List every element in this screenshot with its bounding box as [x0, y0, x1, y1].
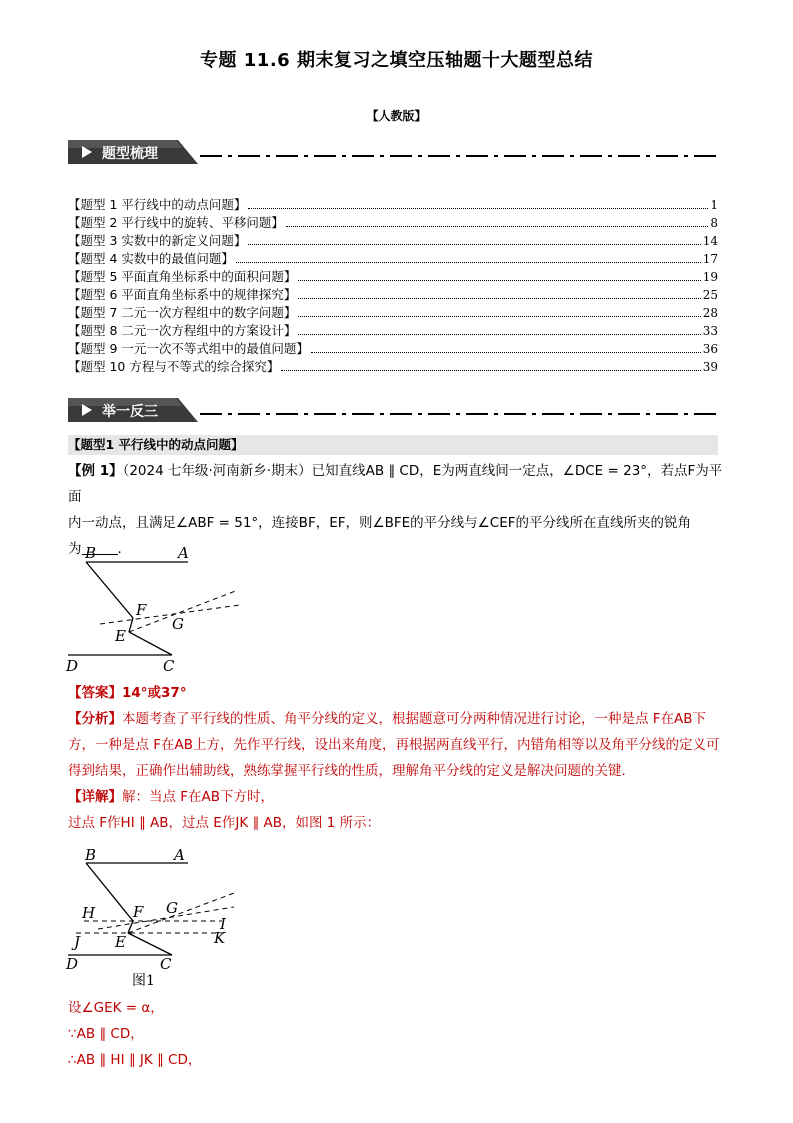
toc-leader-dots — [281, 370, 700, 371]
label-i: I — [220, 915, 226, 933]
label-j: J — [74, 933, 81, 951]
edition-label: 【人教版】 — [366, 109, 427, 123]
toc-entry-label: 【题型 7 二元一次方程组中的数字问题】 — [68, 305, 297, 320]
toc-leader-dots — [248, 244, 700, 245]
toc-leader-dots — [236, 262, 701, 263]
label-f: F — [136, 601, 147, 619]
label-b: B — [85, 846, 97, 864]
toc-page-number: 25 — [702, 288, 718, 302]
toc-page-number: 8 — [710, 216, 718, 230]
toc-leader-dots — [298, 280, 700, 281]
label-f: F — [133, 903, 144, 921]
detail-tag: 【详解】 — [68, 789, 122, 805]
toc-page-number: 33 — [702, 324, 718, 338]
toc-page-number: 17 — [702, 252, 718, 266]
geometry-figure-1 — [62, 540, 252, 675]
example-source: （2024 七年级·河南新乡·期末） — [122, 463, 312, 479]
answer-tag: 【答案】 — [68, 685, 122, 701]
toc-entry-label: 【题型 6 平面直角坐标系中的规律探究】 — [68, 287, 297, 302]
label-c: C — [160, 955, 172, 973]
answer-value: 14°或37° — [122, 685, 187, 701]
detail-line-1: 解：当点 F在AB下方时， — [122, 789, 275, 805]
label-g: G — [172, 615, 184, 633]
toc-entry[interactable] — [68, 250, 718, 268]
table-of-contents — [68, 196, 718, 376]
analysis-text: 本题考查了平行线的性质、角平分线的定义，根据题意可分两种情况进行讨论，一种是点 F在AB下方，一种是点 F在AB上方，先作平行线，设出来角度，再根据两直线平行，内错角相等以及角平分线的定义可得到结果，正确作出辅助线，熟练掌握平行线的性质，理解角平分线的定义是解决问题的关键． — [68, 711, 720, 779]
label-d: D — [66, 657, 79, 675]
toc-page-number: 19 — [702, 270, 718, 284]
geometry-figure-2 — [62, 845, 252, 990]
label-k: K — [214, 929, 226, 947]
analysis-tag: 【分析】 — [68, 711, 122, 727]
toc-entry-label: 【题型 4 实数中的最值问题】 — [68, 251, 234, 266]
toc-leader-dots — [298, 334, 700, 335]
section-header-overview — [68, 140, 718, 164]
label-a: A — [178, 544, 189, 562]
detail-line-2: 过点 F作HI ∥ AB，过点 E作JK ∥ AB，如图 1 所示： — [68, 815, 381, 831]
label-e: E — [115, 627, 126, 645]
label-b: B — [85, 544, 97, 562]
question-line-1: 已知直线AB ∥ CD，E为两直线间一定点，∠DCE = 23°，若点F为平面 — [68, 463, 723, 505]
toc-entry[interactable] — [68, 286, 718, 304]
toc-entry-label: 【题型 3 实数中的新定义问题】 — [68, 233, 247, 248]
toc-entry[interactable] — [68, 322, 718, 340]
label-e: E — [115, 933, 126, 951]
solution-steps — [68, 995, 728, 1073]
toc-entry-label: 【题型 8 二元一次方程组中的方案设计】 — [68, 323, 297, 338]
label-c: C — [163, 657, 175, 675]
toc-entry-label: 【题型 9 一元一次不等式组中的最值问题】 — [68, 341, 309, 356]
toc-leader-dots — [298, 316, 700, 317]
section-divider — [200, 413, 720, 415]
label-a: A — [174, 846, 185, 864]
toc-page-number: 28 — [702, 306, 718, 320]
toc-entry[interactable] — [68, 340, 718, 358]
solution-step: ∵AB ∥ CD， — [68, 1026, 144, 1042]
toc-leader-dots — [311, 352, 701, 353]
page-title: 专题 11.6 期末复习之填空压轴题十大题型总结 — [200, 50, 593, 71]
figure-caption: 图1 — [132, 973, 155, 989]
toc-page-number: 36 — [702, 342, 718, 356]
solution-step: ∴AB ∥ HI ∥ JK ∥ CD， — [68, 1052, 202, 1068]
question-line-3-suffix: ． — [117, 541, 131, 557]
toc-entry[interactable] — [68, 268, 718, 286]
solution-step: 设∠GEK = α， — [68, 1000, 164, 1016]
toc-entry[interactable] — [68, 304, 718, 322]
example-tag: 【例 1】 — [68, 463, 123, 479]
label-g: G — [166, 899, 178, 917]
toc-page-number: 14 — [702, 234, 718, 248]
toc-entry-label: 【题型 1 平行线中的动点问题】 — [68, 197, 247, 212]
toc-page-number: 1 — [710, 198, 718, 212]
label-d: D — [66, 955, 79, 973]
solution-block — [68, 680, 728, 836]
toc-entry[interactable] — [68, 214, 718, 232]
section-header-practice — [68, 398, 718, 422]
toc-page-number: 39 — [702, 360, 718, 374]
toc-leader-dots — [248, 208, 708, 209]
label-h: H — [82, 904, 96, 922]
toc-leader-dots — [286, 226, 708, 227]
toc-entry[interactable] — [68, 196, 718, 214]
toc-entry[interactable] — [68, 232, 718, 250]
toc-leader-dots — [298, 298, 700, 299]
section-title-practice: 举一反三 — [102, 404, 158, 420]
question-line-2: 内一动点，且满足∠ABF = 51°，连接BF，EF，则∠BFE的平分线与∠CEF的平分线所在直线所夹的锐角 — [68, 515, 691, 531]
section-title-overview: 题型梳理 — [102, 146, 158, 162]
toc-entry-label: 【题型 10 方程与不等式的综合探究】 — [68, 359, 280, 374]
question-type-header: 【题型1 平行线中的动点问题】 — [68, 435, 718, 455]
question-line-3-prefix: 为 — [68, 541, 82, 557]
toc-entry[interactable] — [68, 358, 718, 376]
section-divider — [200, 155, 720, 157]
toc-entry-label: 【题型 5 平面直角坐标系中的面积问题】 — [68, 269, 297, 284]
toc-entry-label: 【题型 2 平行线中的旋转、平移问题】 — [68, 215, 284, 230]
